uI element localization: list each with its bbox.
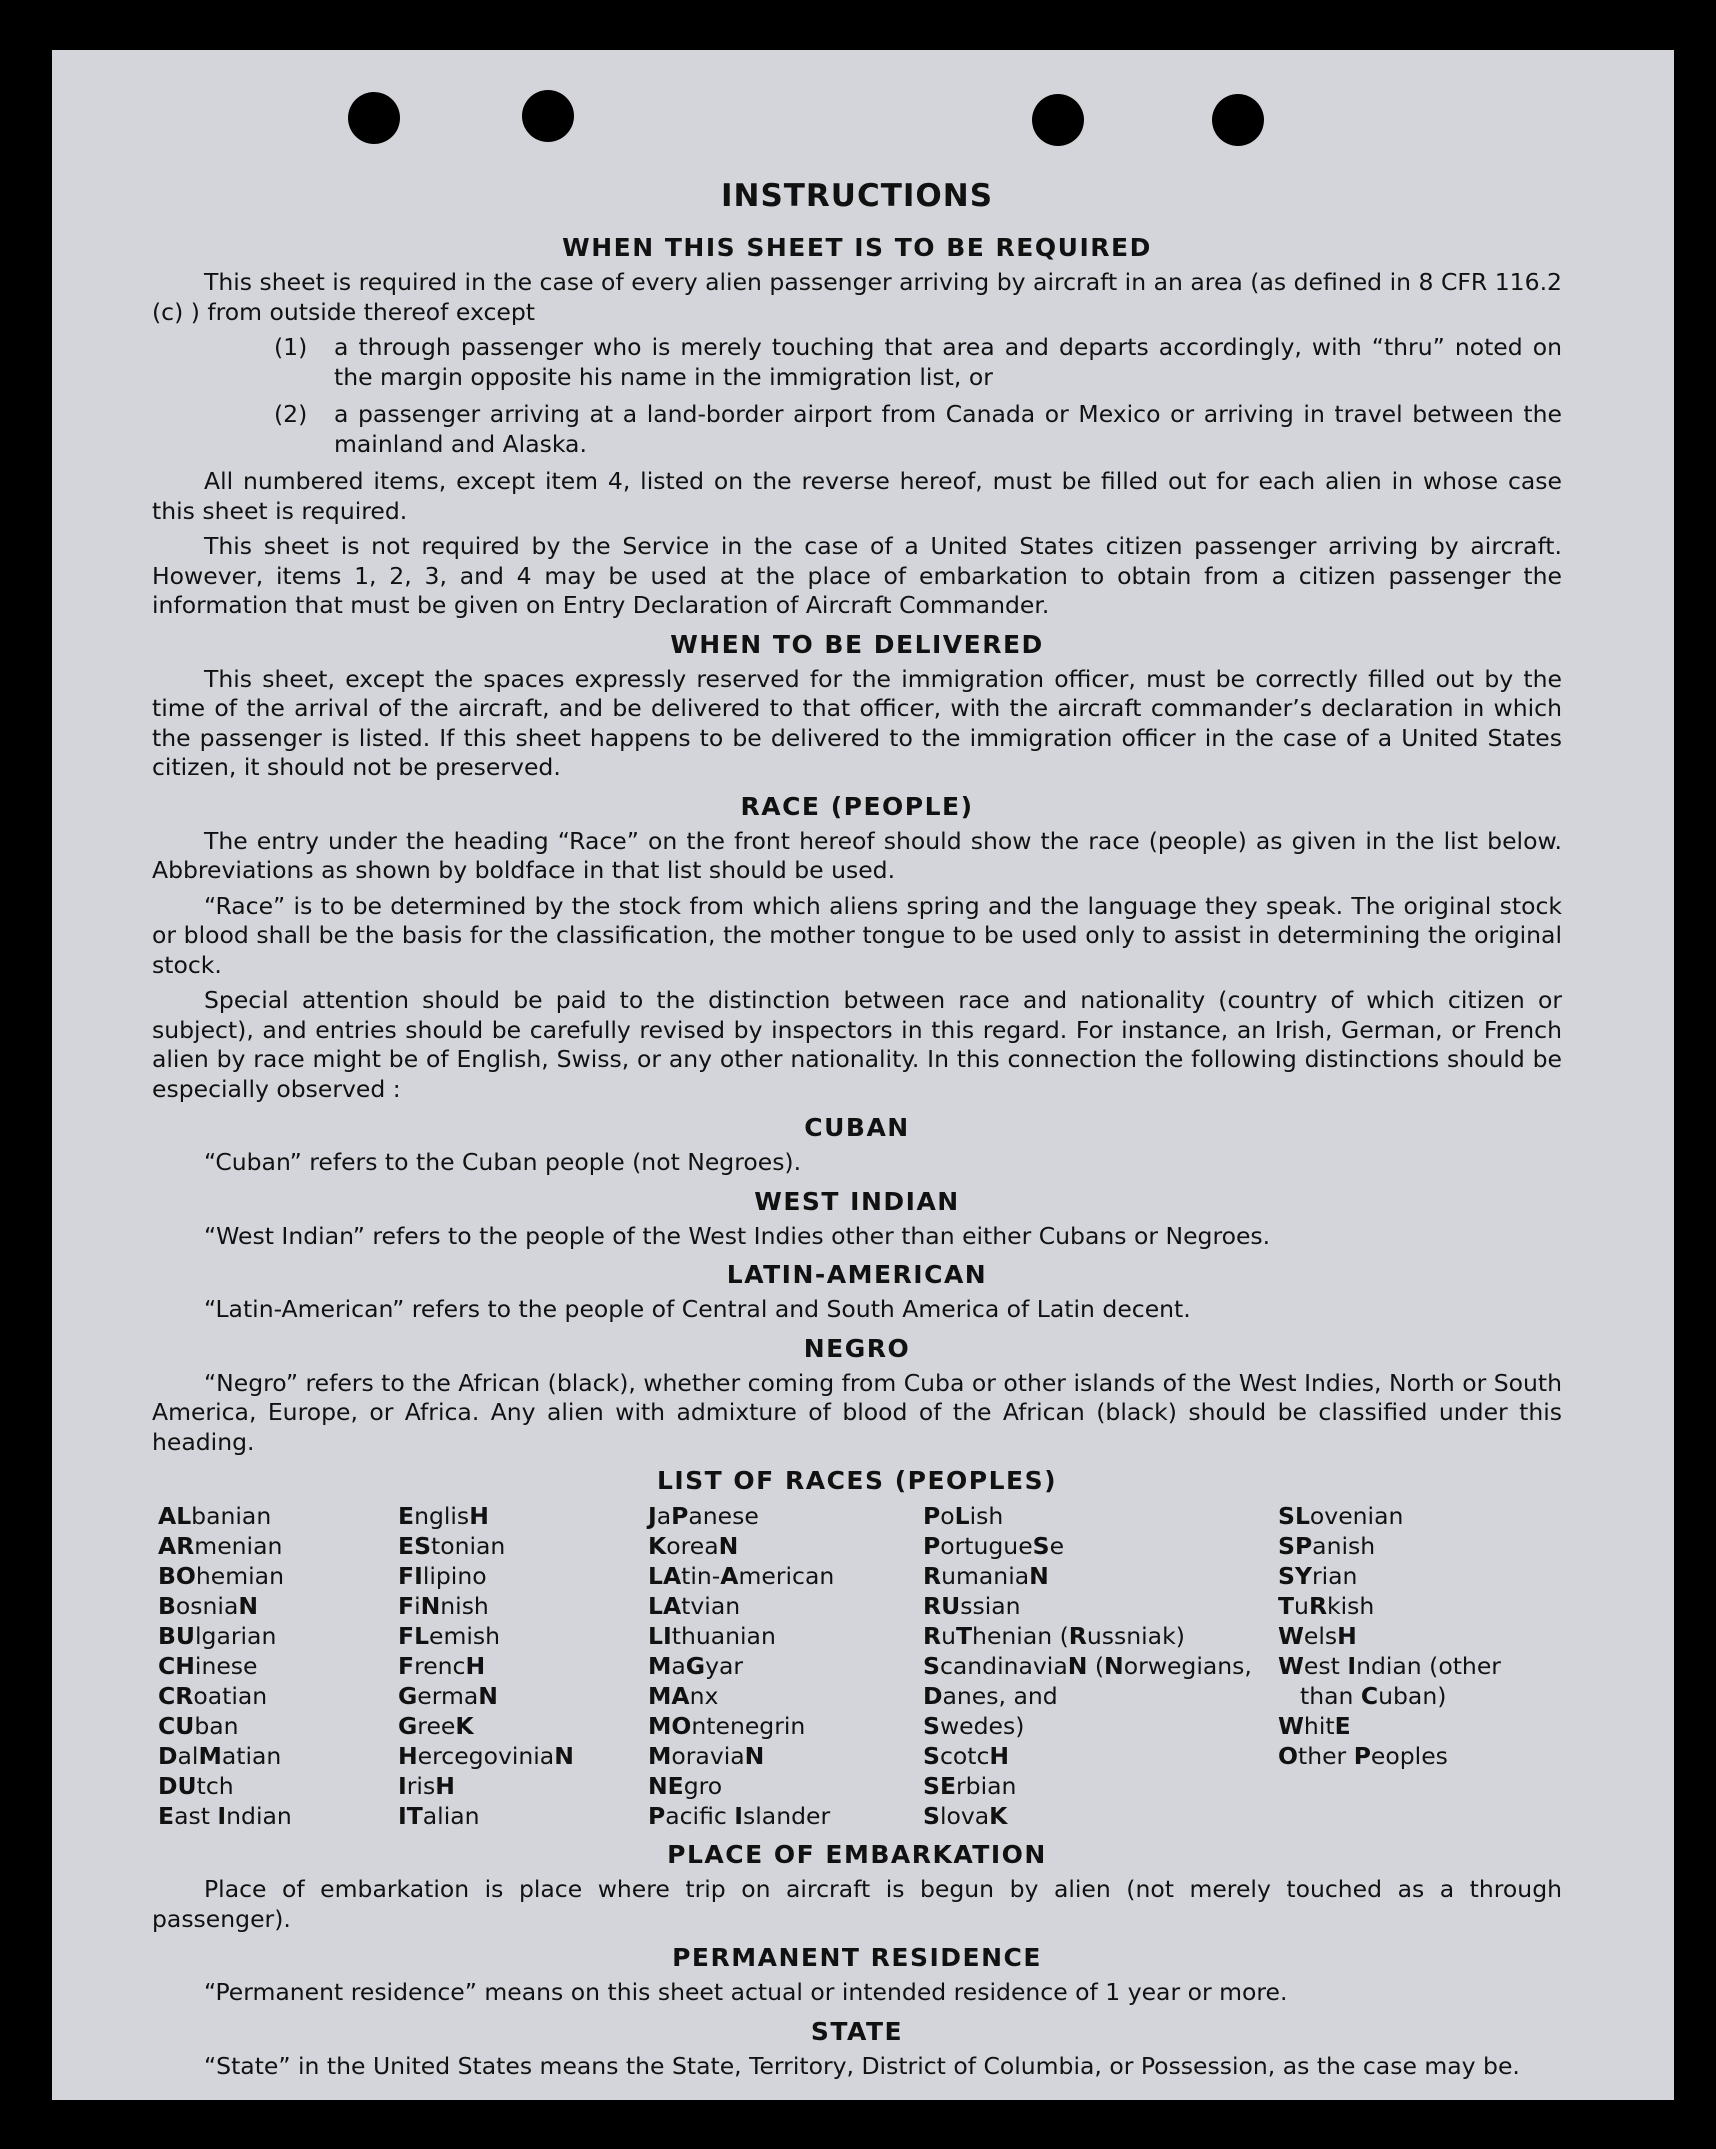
race-column — [152, 1501, 398, 1831]
race-entry: than Cuban) — [1300, 1682, 1447, 1710]
race-entry: NEgro — [648, 1772, 723, 1800]
section-heading-west-indian: WEST INDIAN — [754, 1186, 960, 1216]
race-entry: CHinese — [158, 1652, 258, 1680]
race-entry: JaPanese — [648, 1502, 759, 1530]
race-entry: ScandinaviaN (Norwegians, — [923, 1652, 1252, 1680]
exception-text: a passenger arriving at a land-border airport from Canada or Mexico or arriving in travel between the mainland and Alaska. — [334, 400, 1562, 458]
race-entry: WelsH — [1278, 1622, 1357, 1650]
race-entry: MOntenegrin — [648, 1712, 806, 1740]
paragraph-cuban: “Cuban” refers to the Cuban people (not Negroes). — [204, 1148, 802, 1176]
race-entry: CUban — [158, 1712, 239, 1740]
race-entry: LAtvian — [648, 1592, 741, 1620]
punch-hole — [1212, 94, 1264, 146]
race-entry: PortugueSe — [923, 1532, 1065, 1560]
race-entry: FrencH — [398, 1652, 486, 1680]
race-entry: IrisH — [398, 1772, 455, 1800]
section-heading-embarkation: PLACE OF EMBARKATION — [667, 1840, 1047, 1869]
instructions-body — [152, 176, 1562, 2087]
race-entry: GermaN — [398, 1682, 498, 1710]
section-heading-latin-american: LATIN-AMERICAN — [726, 1260, 988, 1289]
paragraph-residence: “Permanent residence” means on this sheet actual or intended residence of 1 year or more. — [204, 1978, 1288, 2006]
race-entry: BOhemian — [158, 1562, 284, 1590]
race-entry: ALbanian — [158, 1502, 272, 1530]
race-entry: Swedes) — [923, 1712, 1025, 1740]
section-heading-required: WHEN THIS SHEET IS TO BE REQUIRED — [562, 233, 1152, 262]
paragraph-embarkation: Place of embarkation is place where trip on aircraft is begun by alien (not merely touched as a through passenger). — [152, 1875, 1562, 1933]
race-entry: RUssian — [923, 1592, 1021, 1620]
paragraph-state: “State” in the United States means the State, Territory, District of Columbia, or Possession, as the case may be. — [204, 2051, 1520, 2080]
race-entry: MoraviaN — [648, 1742, 765, 1770]
punch-hole — [522, 90, 574, 142]
race-list — [152, 1501, 1562, 1831]
race-entry: Pacific Islander — [648, 1802, 831, 1830]
race-column — [398, 1501, 648, 1831]
race-entry: GreeK — [398, 1712, 474, 1740]
race-entry: SErbian — [923, 1772, 1017, 1800]
paragraph-race-stock: “Race” is to be determined by the stock from which aliens spring and the language they speak. The original stock or blood shall be the basis for the classification, the mother tongue to be used only to assist in determining the original stock. — [152, 891, 1562, 979]
race-entry: Danes, and — [923, 1682, 1058, 1710]
exception-item — [152, 333, 1562, 392]
race-entry: LIthuanian — [648, 1622, 776, 1650]
paragraph-race-distinction: Special attention should be paid to the distinction between race and nationality (country of which citizen or subject), and entries should be carefully revised by inspectors in this regard. For instance, an Irish, German, or French alien by race might be of English, Swiss, or any other nationality. In this connection the following distinctions should be especially observed : — [152, 986, 1562, 1103]
punch-hole — [348, 92, 400, 144]
race-entry: EStonian — [398, 1532, 506, 1560]
race-column — [648, 1501, 923, 1831]
race-entry: SPanish — [1278, 1532, 1376, 1560]
race-entry: KoreaN — [648, 1532, 739, 1560]
paragraph-citizen: This sheet is not required by the Service in the case of a United States citizen passenger arriving by aircraft. However, items 1, 2, 3, and 4 may be used at the place of embarkation to obtain from a citizen passenger the information that must be given on Entry Declaration of Aircraft Commander. — [152, 532, 1562, 619]
paragraph-west-indian: “West Indian” refers to the people of the West Indies other than either Cubans or Negroes. — [204, 1221, 1271, 1250]
race-entry: DalMatian — [158, 1742, 282, 1770]
paragraph-delivered: This sheet, except the spaces expressly reserved for the immigration officer, must be correctly filled out by the time of the arrival of the aircraft, and be delivered to that officer, with the aircraft commander’s declaration in which the passenger is listed. If this sheet happens to be delivered to the immigration officer in the case of a United States citizen, it should not be preserved. — [152, 664, 1562, 781]
race-column — [923, 1501, 1278, 1831]
race-entry: Other Peoples — [1278, 1742, 1448, 1770]
race-entry: FLemish — [398, 1622, 501, 1650]
race-entry: MAnx — [648, 1682, 719, 1710]
page-title: INSTRUCTIONS — [720, 178, 994, 214]
section-heading-negro: NEGRO — [803, 1333, 911, 1363]
race-entry: BUlgarian — [158, 1622, 277, 1650]
section-heading-delivered: WHEN TO BE DELIVERED — [670, 629, 1044, 659]
race-entry: CRoatian — [158, 1682, 268, 1710]
section-heading-race: RACE (PEOPLE) — [740, 791, 974, 821]
paragraph-latin-american: “Latin-American” refers to the people of Central and South America of Latin decent. — [204, 1295, 1191, 1323]
race-entry: BosniaN — [158, 1592, 259, 1620]
race-entry: PoLish — [923, 1502, 1004, 1530]
section-heading-list-of-races: LIST OF RACES (PEOPLES) — [656, 1466, 1058, 1495]
exception-item — [152, 400, 1562, 459]
race-entry: TuRkish — [1278, 1592, 1375, 1620]
race-entry: SYrian — [1278, 1562, 1358, 1590]
race-entry: FiNnish — [398, 1592, 489, 1620]
paragraph-numbered-items: All numbered items, except item 4, listed on the reverse hereof, must be filled out for each alien in whose case this sheet is required. — [152, 467, 1562, 525]
race-entry: RumaniaN — [923, 1562, 1049, 1590]
race-entry: ScotcH — [923, 1742, 1010, 1770]
section-heading-residence: PERMANENT RESIDENCE — [672, 1943, 1042, 1972]
exception-number: (1) — [274, 333, 308, 361]
exception-number: (2) — [274, 400, 308, 428]
race-entry: East Indian — [158, 1802, 292, 1830]
race-entry: ARmenian — [158, 1532, 283, 1560]
section-heading-cuban: CUBAN — [804, 1113, 910, 1142]
race-entry: LAtin-American — [648, 1562, 835, 1590]
race-entry: SLovenian — [1278, 1502, 1404, 1530]
document-sheet — [52, 50, 1674, 2100]
punch-hole — [1032, 94, 1084, 146]
race-entry: SlovaK — [923, 1802, 1008, 1830]
section-heading-state: STATE — [810, 2016, 904, 2046]
race-entry: EnglisH — [398, 1502, 489, 1530]
race-entry: West Indian (other — [1278, 1652, 1501, 1680]
race-entry: MaGyar — [648, 1652, 744, 1680]
paragraph-negro: “Negro” refers to the African (black), whether coming from Cuba or other islands of the West Indies, North or South America, Europe, or Africa. Any alien with admixture of blood of the African (black) should be classified under this heading. — [152, 1368, 1562, 1456]
race-entry: HercegoviniaN — [398, 1742, 574, 1770]
race-column — [1278, 1501, 1528, 1831]
race-entry: ITalian — [398, 1802, 480, 1830]
race-entry: FIlipino — [398, 1562, 487, 1590]
paragraph-required-intro: This sheet is required in the case of every alien passenger arriving by aircraft in an area (as defined in 8 CFR 116.2 (c) ) from outside thereof except — [152, 268, 1562, 326]
race-entry: DUtch — [158, 1772, 234, 1800]
race-entry: RuThenian (Russniak) — [923, 1622, 1185, 1650]
race-entry: WhitE — [1278, 1712, 1351, 1740]
paragraph-race-entry: The entry under the heading “Race” on the front hereof should show the race (people) as given in the list below. Abbreviations as shown by boldface in that list should be used. — [152, 826, 1562, 884]
exception-text: a through passenger who is merely touching that area and departs accordingly, with “thru” noted on the margin opposite his name in the immigration list, or — [334, 333, 1562, 391]
